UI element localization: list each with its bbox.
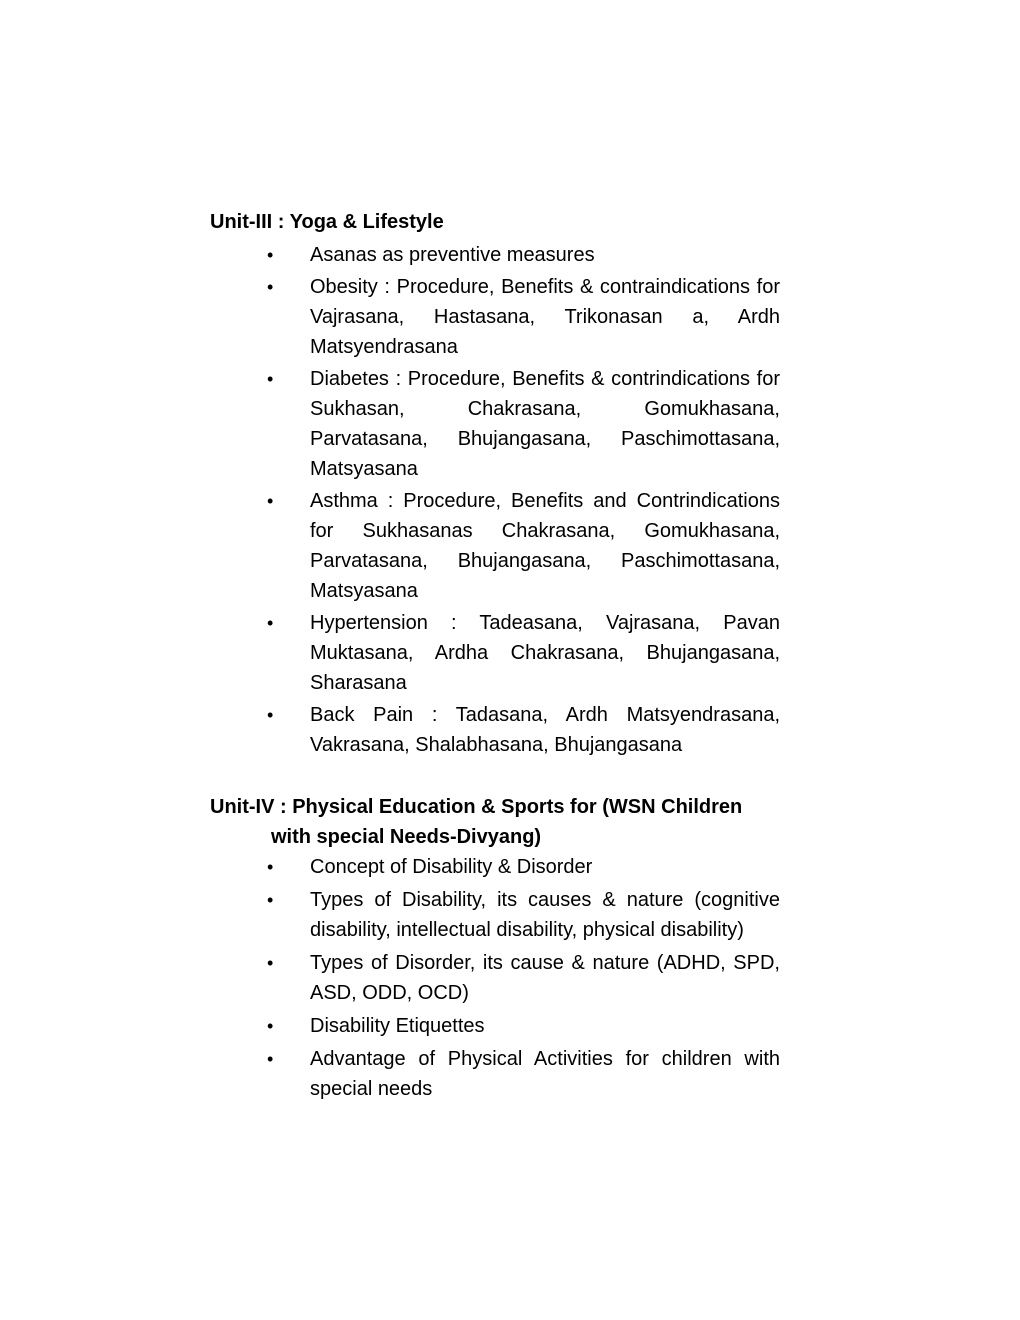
list-item-text: Advantage of Physical Activities for children with special needs <box>310 1048 780 1100</box>
list-item <box>210 700 780 760</box>
unit-3-section <box>210 207 780 762</box>
bullet-icon: • <box>267 369 274 389</box>
unit-3-heading: Unit-III : Yoga & Lifestyle <box>210 211 444 233</box>
list-item <box>210 608 780 698</box>
list-item-text: Asthma : Procedure, Benefits and Contrindications for Sukhasanas Chakrasana, Gomukhasana, Parvatasana, Bhujangasana, Paschimottasana, Matsyasana <box>310 490 780 602</box>
unit-4-heading-line2: with special Needs-Divyang) <box>271 826 542 848</box>
list-item <box>210 1044 780 1104</box>
bullet-icon: • <box>267 1049 274 1069</box>
unit-4-heading <box>210 792 780 852</box>
list-item <box>210 364 780 484</box>
bullet-icon: • <box>267 705 274 725</box>
list-item <box>210 852 780 882</box>
list-item-text: Types of Disability, its causes & nature (cognitive disability, intellectual disability, physical disability) <box>310 889 780 941</box>
bullet-icon: • <box>267 1016 274 1036</box>
list-item <box>210 486 780 606</box>
bullet-icon: • <box>267 245 274 265</box>
list-item-text: Diabetes : Procedure, Benefits & contrindications for Sukhasan, Chakrasana, Gomukhasana, Parvatasana, Bhujangasana, Paschimottasana, Matsyasana <box>310 368 780 480</box>
bullet-icon: • <box>267 953 274 973</box>
list-item-text: Back Pain : Tadasana, Ardh Matsyendrasana, Vakrasana, Shalabhasana, Bhujangasana <box>310 704 780 756</box>
unit-3-list <box>210 240 780 760</box>
unit-4-section <box>210 792 780 1107</box>
list-item <box>210 240 780 270</box>
bullet-icon: • <box>267 613 274 633</box>
list-item <box>210 948 780 1008</box>
unit-4-list <box>210 852 780 1104</box>
bullet-icon: • <box>267 857 274 877</box>
list-item-text: Hypertension : Tadeasana, Vajrasana, Pavan Muktasana, Ardha Chakrasana, Bhujangasana, Sharasana <box>310 612 780 694</box>
bullet-icon: • <box>267 277 274 297</box>
list-item-text: Types of Disorder, its cause & nature (ADHD, SPD, ASD, ODD, OCD) <box>310 952 780 1004</box>
list-item-text: Obesity : Procedure, Benefits & contraindications for Vajrasana, Hastasana, Trikonasan a, Ardh Matsyendrasana <box>310 276 780 358</box>
unit-4-heading-line1: Unit-IV : Physical Education & Sports for (WSN Children <box>210 796 743 818</box>
list-item-text: Concept of Disability & Disorder <box>310 856 593 878</box>
bullet-icon: • <box>267 491 274 511</box>
list-item <box>210 885 780 945</box>
list-item-text: Disability Etiquettes <box>310 1015 485 1037</box>
list-item <box>210 1011 780 1041</box>
list-item-text: Asanas as preventive measures <box>310 244 595 266</box>
list-item <box>210 272 780 362</box>
bullet-icon: • <box>267 890 274 910</box>
